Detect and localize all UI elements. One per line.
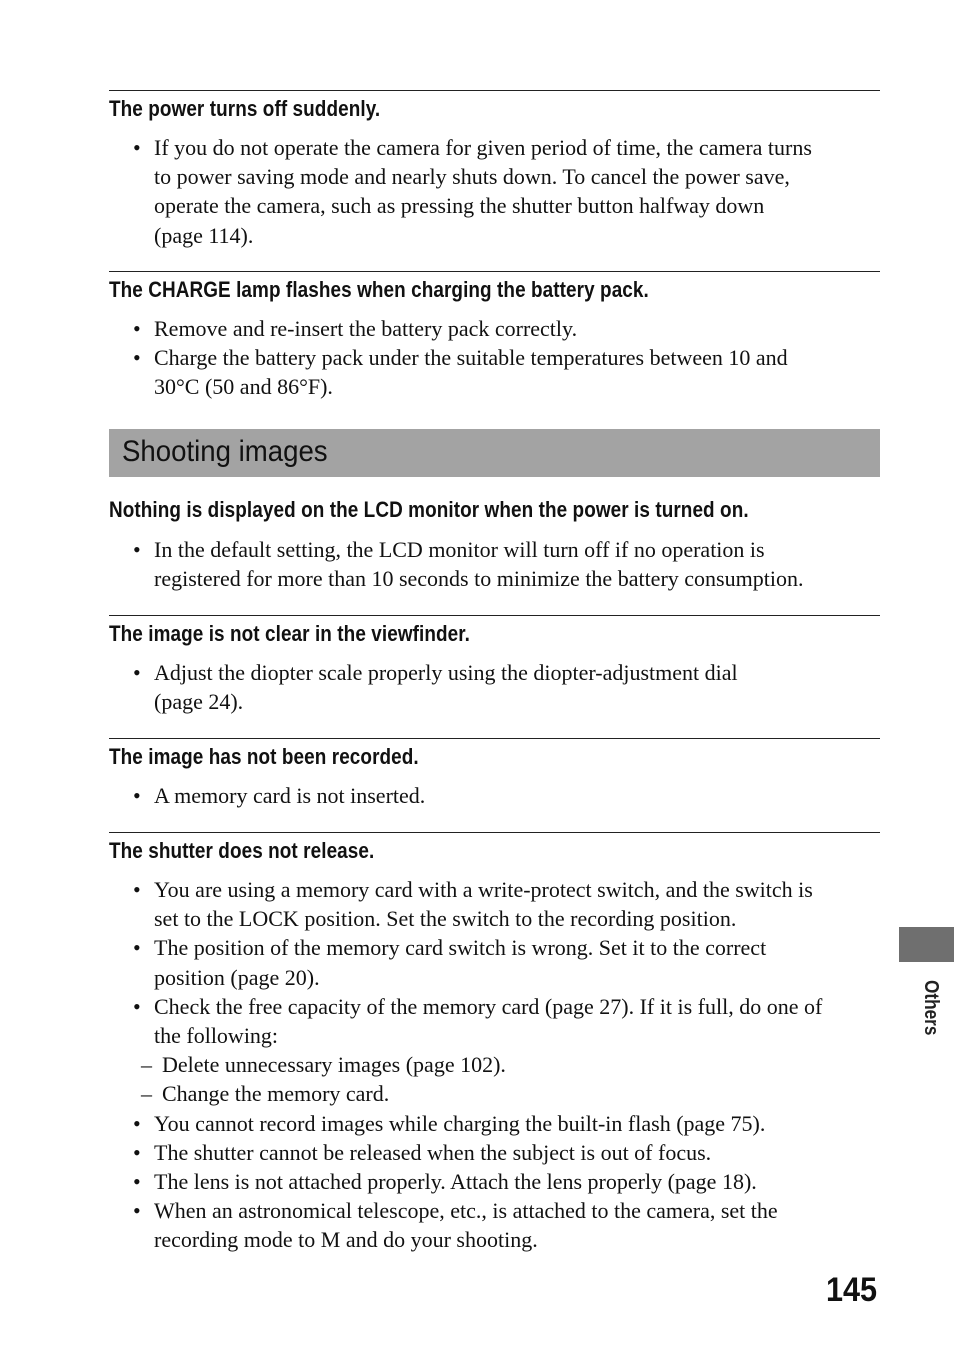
section-heading-shutter: The shutter does not release. [109, 838, 375, 863]
list-item: • If you do not operate the camera for given period of time, the camera turns to power saving mode and nearly shuts down. To cancel the power save, operate the camera, such as pressing the shutter button halfway down (page 114). [133, 135, 812, 248]
bullet-list [133, 658, 883, 716]
chapter-tab [899, 927, 954, 962]
section-heading-charge-lamp: The CHARGE lamp flashes when charging the battery pack. [109, 277, 649, 302]
bullet-marker: • [133, 1198, 141, 1224]
list-item: • Check the free capacity of the memory card (page 27). If it is full, do one of the following: [133, 993, 823, 1049]
dash-marker: – [141, 1052, 152, 1078]
list-item: • The shutter cannot be released when the subject is out of focus. [133, 1138, 883, 1167]
banner-title: Shooting images [122, 435, 328, 468]
bullet-marker: • [133, 1110, 141, 1136]
bullet-marker: • [133, 537, 141, 562]
section-divider [109, 738, 880, 739]
section-divider [109, 832, 880, 833]
bullet-marker: • [133, 135, 141, 160]
bullet-list [133, 535, 883, 593]
bullet-marker: • [133, 660, 141, 685]
bullet-marker: • [133, 1139, 141, 1165]
list-item: • A memory card is not inserted. [133, 781, 883, 810]
list-item: • When an astronomical telescope, etc., is attached to the camera, set the recording mode to M and do your shooting. [133, 1198, 778, 1253]
list-item: • In the default setting, the LCD monitor will turn off if no operation is registered for more than 10 seconds to minimize the battery consumption. [133, 537, 804, 592]
list-item: • Remove and re-insert the battery pack correctly. [133, 314, 883, 343]
dash-marker: – [141, 1081, 152, 1107]
bullet-list [133, 314, 883, 402]
list-item: • The position of the memory card switch is wrong. Set it to the correct position (page 20). [133, 935, 767, 990]
list-item: • You are using a memory card with a write-protect switch, and the switch is set to the LOCK position. Set the switch to the recording position. [133, 877, 813, 932]
chapter-tab-label [920, 980, 946, 1060]
bullet-marker: • [133, 877, 141, 902]
bullet-marker: • [133, 1169, 141, 1195]
bullet-marker: • [133, 935, 141, 961]
sub-list-item: – Delete unnecessary images (page 102). [133, 1050, 883, 1079]
section-banner [109, 429, 880, 477]
bullet-list [133, 875, 883, 1255]
section-divider [109, 271, 880, 272]
list-item: • Adjust the diopter scale properly using the diopter-adjustment dial (page 24). [133, 660, 738, 715]
bullet-marker: • [133, 783, 141, 808]
list-item: • The lens is not attached properly. Attach the lens properly (page 18). [133, 1167, 883, 1196]
bullet-marker: • [133, 993, 141, 1019]
bullet-list [133, 133, 883, 250]
bullet-marker: • [133, 316, 141, 341]
bullet-marker: • [133, 345, 141, 371]
page-number: 145 [826, 1271, 878, 1309]
list-item: • You cannot record images while charging the built-in flash (page 75). [133, 1109, 883, 1138]
bullet-list [133, 781, 883, 810]
section-heading-power-off: The power turns off suddenly. [109, 96, 381, 121]
section-heading-lcd-blank: Nothing is displayed on the LCD monitor when the power is turned on. [109, 497, 749, 522]
chapter-tab-text: Others [920, 980, 942, 1036]
list-item: • Charge the battery pack under the suitable temperatures between 10 and 30°C (50 and 86°F). [133, 345, 788, 400]
section-divider [109, 615, 880, 616]
sub-list-item: – Change the memory card. [133, 1079, 883, 1108]
section-divider [109, 90, 880, 91]
section-heading-not-recorded: The image has not been recorded. [109, 744, 419, 769]
section-heading-viewfinder: The image is not clear in the viewfinder. [109, 621, 471, 646]
